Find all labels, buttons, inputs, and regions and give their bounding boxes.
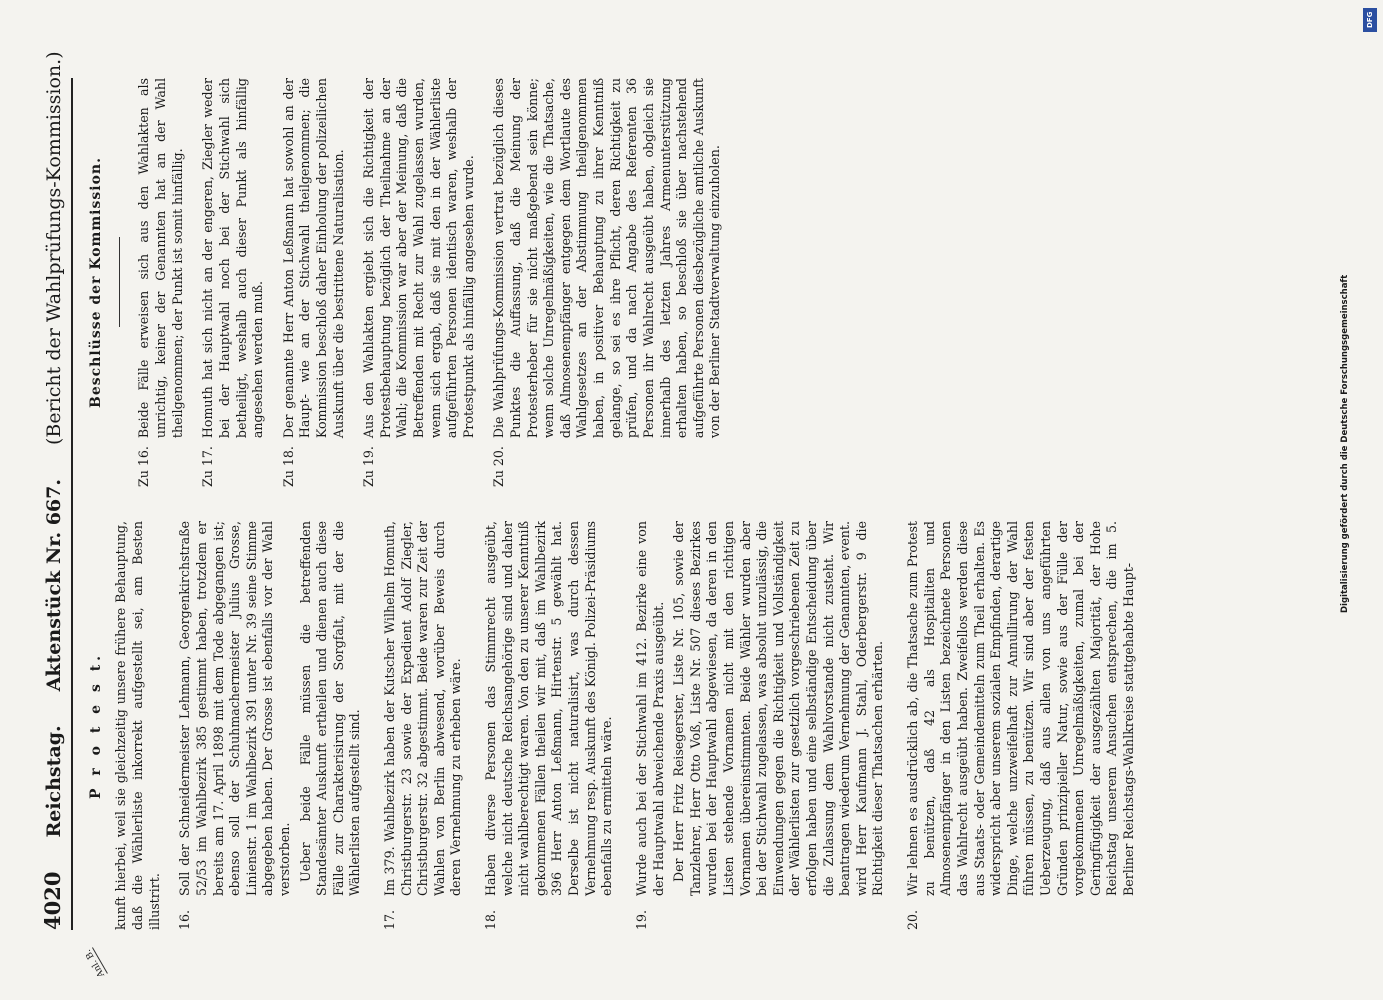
decision-entry — [491, 78, 724, 487]
entry-text: Die Wahlprüfungs-Kommission vertrat bezüglich dieses Punktes die Auffassung, daß die Meinung der Protesterheber für sie nicht maßgebend sein könne; wenn solche Unregelmäßigkeiten, wie die Thatsache, daß Almosenempfänger entgegen dem Wortlaute des Wahlgesetzes an der Abstimmung theilgenommen haben, in positiver Behauptung zu ihrer Kenntniß gelange, so sei es ihre Pflicht, deren Richtigkeit zu prüfen, und da nach Angabe des Referenten 36 Personen ihr Wahlrecht ausgeübt haben, obgleich sie innerhalb des letzten Jahres Armenunterstützung erhalten haben, so beschloß sie über nachstehend aufgeführte Personen diesbezügliche amtliche Auskunft von der Berliner Stadtverwaltung einzuholen. — [491, 78, 723, 439]
page-header — [40, 51, 73, 930]
decision-entry — [136, 78, 186, 487]
protest-entry — [905, 521, 1142, 930]
margin-note: Anl. B. — [83, 947, 107, 979]
entry-number: 18. — [483, 909, 499, 930]
protest-column — [83, 521, 1156, 930]
document-number: Aktenstück Nr. 667. — [43, 479, 65, 692]
decisions-column — [83, 78, 1156, 487]
entry-paragraph: Im 379. Wahlbezirk haben der Kutscher Wilhelm Homuth, Christburgerstr. 23 sowie der Expedient Adolf Ziegler, Christburgerstr. 32 abgestimmt. Beide waren zur Zeit der Wahlen von Berlin abwesend, worüber Beweis durch deren Vernehmung zu erheben wäre. — [382, 521, 464, 896]
entry-number: 20. — [905, 909, 921, 930]
protest-entry — [483, 521, 620, 930]
entry-number: 16. — [177, 909, 193, 930]
publisher: Reichstag. — [43, 725, 65, 838]
decision-entry — [361, 78, 477, 487]
heading-rule — [119, 238, 120, 328]
entry-text: Aus den Wahlakten ergiebt sich die Richtigkeit der Protestbehauptung bezüglich der Theilnahme an der Wahl; die Kommission war aber der Meinung, daß die Betreffenden mit Recht zur Wahl zugelassen wurden, wenn sich ergab, daß sie mit den in der Wählerliste aufgeführten Personen identisch waren, weshalb der Protestpunkt als hinfällig angesehen wurde. — [361, 78, 476, 439]
protest-entry — [382, 521, 469, 930]
entry-number: Zu 16. — [136, 446, 152, 487]
entry-paragraph: Ueber beide Fälle müssen die betreffenden Standesämter Auskunft ertheilen und dienen auch diese Fälle zur Charakterisirung der Sorgfalt, mit der die Wählerlisten aufgestellt sind. — [297, 521, 363, 896]
report-title: (Bericht der Wahlprüfungs-Kommission.) — [43, 51, 65, 446]
entry-number: Zu 18. — [280, 446, 296, 487]
decision-entry — [281, 78, 347, 487]
entry-text: Der genannte Herr Anton Leßmann hat sowohl an der Haupt- wie an der Stichwahl theilgenommen; die Kommission beschloß daher Einholung der polizeilichen Auskunft über die bestrittene Naturalisation. — [280, 78, 346, 439]
decisions-heading: Beschlüsse der Kommission. — [88, 157, 104, 408]
entry-number: Zu 20. — [491, 446, 507, 487]
digitization-credit: Digitalisierung gefördert durch die Deutsche Forschungsgemeinschaft — [1340, 274, 1350, 613]
entry-paragraph: Wir lehnen es ausdrücklich ab, die Thatsache zum Protest zu benützen, daß 42 als Hospitaliten und Almosenempfänger in den Listen bezeichnete Personen das Wahlrecht ausgeübt haben. Zweifellos werden diese aus Staats- oder Gemeindemitteln zum Theil erhalten. Es widerspricht aber unserem sozialen Empfinden, derartige Dinge, welche unzweifelhaft zur Annullirung der Wahl führen müssen, zu benützen. Wir sind aber der festen Ueberzeugung, daß aus allen von uns angeführten Gründen prinzipieller Natur, sowie aus der Fülle der vorgekommenen Unregelmäßigkeiten, zumal bei der Geringfügigkeit der ausgezählten Majorität, der Hohe Reichstag unserem Ansuchen entsprechen, die im 5. Berliner Reichstags-Wahlkreise stattgehabte Haupt- — [905, 521, 1136, 896]
protest-lead-text: kunft hierbei, weil sie gleichzeitig unsere frühere Behauptung, daß die Wählerliste inkorrekt aufgestellt sei, am Besten illustrirt. — [113, 521, 162, 930]
entry-text: Homuth hat sich nicht an der engeren, Ziegler weder bei der Hauptwahl noch bei der Stichwahl sich betheiligt, weshalb auch dieser Punkt als hinfällig angesehen werden muß. — [200, 78, 266, 439]
protest-entry — [634, 521, 891, 930]
entry-paragraph: Soll der Schneidermeister Lehmann, Georgenkirchstraße 52/53 im Wahlbezirk 385 gestimmt haben, trotzdem er bereits am 17. April 1898 mit dem Tode abgegangen ist; ebenso soll der Schuhmachermeister Julius Grosse, Linienstr. 1 im Wahlbezirk 391 unter Nr. 39 seine Stimme abgegeben haben. Der Grosse ist ebenfalls vor der Wahl verstorben. — [177, 521, 292, 896]
entry-number: 19. — [633, 909, 649, 930]
protest-entry — [177, 521, 368, 930]
entry-paragraph: Haben diverse Personen das Stimmrecht ausgeübt, welche nicht deutsche Reichsangehörige sind und daher nicht wahlberechtigt waren. Von den zu unserer Kenntniß gekommenen Fällen theilen wir mit, daß im Wahlbezirk 396 Herr Anton Leßmann, Hirtenstr. 5 gewählt hat. Derselbe ist nicht naturalisirt, was durch dessen Vernehmung resp. Auskunft des Königl. Polizei-Präsidiums ebenfalls zu ermitteln wäre. — [483, 521, 615, 896]
entry-paragraph: Der Herr Fritz Reisegerster, Liste Nr. 105, sowie der Tanzlehrer, Herr Otto Voß, Liste Nr. 507 dieses Bezirkes wurden bei der Hauptwahl abgewiesen, da deren in den Listen stehende Vornamen nicht mit den richtigen Vornamen übereinstimmten. Beide Wähler wurden aber bei der Stichwahl zugelassen, was absolut unzulässig, die Einwendungen gegen die Richtigkeit und Vollständigkeit der Wählerlisten zur gesetzlich vorgeschriebenen Zeit zu erfolgen haben und eine selbständige Entscheidung über die Zulassung dem Wahlvorstande nicht zusteht. Wir beantragen wiederum Vernehmung der Genannten, event. wird Herr Kaufmann J. Stahl, Oderbergerstr. 9 die Richtigkeit dieser Thatsachen erhärten. — [671, 521, 886, 896]
document-page — [26, 40, 1356, 979]
entry-number: 17. — [382, 909, 397, 930]
entry-text: Beide Fälle erweisen sich aus den Wahlakten als unrichtig, keiner der Genannten hat an der Wahl theilgenommen; der Punkt ist somit hinfällig. — [136, 78, 185, 439]
page-number: 4020 — [40, 871, 65, 930]
entry-paragraph: Wurde auch bei der Stichwahl im 412. Bezirke eine von der Hauptwahl abweichende Praxis ausgeübt. — [633, 521, 666, 896]
entry-number: Zu 19. — [361, 446, 377, 487]
decision-entry — [200, 78, 266, 487]
dfg-logo: DFG — [1363, 8, 1377, 32]
protest-heading: P r o t e s t. — [88, 651, 104, 800]
two-column-body — [83, 78, 1156, 930]
entry-number: Zu 17. — [200, 446, 216, 487]
